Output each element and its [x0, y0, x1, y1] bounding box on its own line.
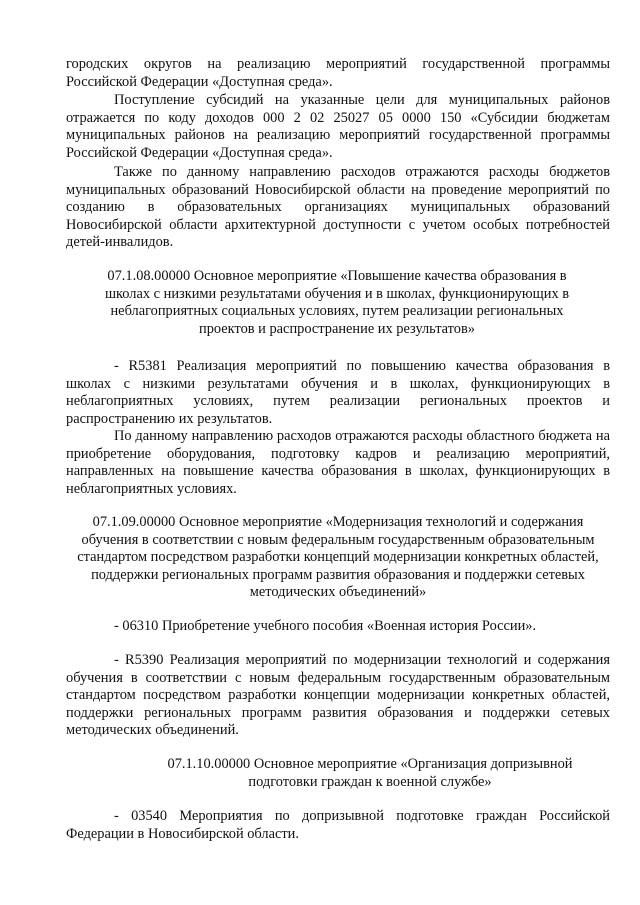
- paragraph-municipal-expenses: Также по данному направлению расходов отражаются расходы бюджетов муниципальных образований Новосибирской области на проведение мероприятий по созданию в образовательных организациях муниципальных образований Новосибирской области архитектурной доступности с учетом особых потребностей детей-инвалидов.: [66, 164, 610, 250]
- section-heading-07-1-08: 07.1.08.00000 Основное мероприятие «Повышение качества образования в школах с низкими результатами обучения и в школах, функционирующих в неблагоприятных социальных условиях, путем реализации региональных проектов и распространение их результатов»: [104, 268, 570, 337]
- paragraph-06310: - 06310 Приобретение учебного пособия «Военная история России».: [114, 618, 537, 634]
- paragraph-subsidies-income-code: Поступление субсидий на указанные цели для муниципальных районов отражается по коду доходов 000 2 02 25027 05 0000 150 «Субсидии бюджетам муниципальных районов на реализацию мероприятий государственной программы Российской Федерации «Доступная среда».: [66, 92, 610, 161]
- paragraph-03540: - 03540 Мероприятия по допризывной подготовке граждан Российской Федерации в Новосибирской области.: [66, 808, 610, 842]
- section-heading-07-1-09: 07.1.09.00000 Основное мероприятие «Модернизация технологий и содержания обучения в соответствии с новым федеральным государственным образовательным стандартом посредством разработки концепций модернизации конкретных областей, поддержки региональных программ развития образования и поддержки сетевых методических объединений»: [77, 514, 599, 600]
- paragraph-r5381: - R5381 Реализация мероприятий по повышению качества образования в школах с низкими результатами обучения и в школах, функционирующих в неблагоприятных условиях, путем реализации региональных проектов и распространению их результатов.: [66, 358, 610, 427]
- paragraph-r5381-expenses: По данному направлению расходов отражаются расходы областного бюджета на приобретение оборудования, подготовку кадров и реализацию мероприятий, направленных на повышение качества образования в школах, функционирующих в неблагоприятных условиях.: [66, 428, 610, 497]
- paragraph-r5390: - R5390 Реализация мероприятий по модернизации технологий и содержания обучения в соответствии с новым федеральным государственным образовательным стандартом посредством разработки концепции модернизации конкретных областей, поддержки региональных программ развития образования и поддержки сетевых методических объединений.: [66, 652, 610, 738]
- paragraph-doступная-sreda-end: городских округов на реализацию мероприятий государственной программы Российской Федерации «Доступная среда».: [66, 56, 610, 90]
- section-heading-07-1-10: 07.1.10.00000 Основное мероприятие «Организация допризывной подготовки граждан к военной службе»: [167, 756, 573, 790]
